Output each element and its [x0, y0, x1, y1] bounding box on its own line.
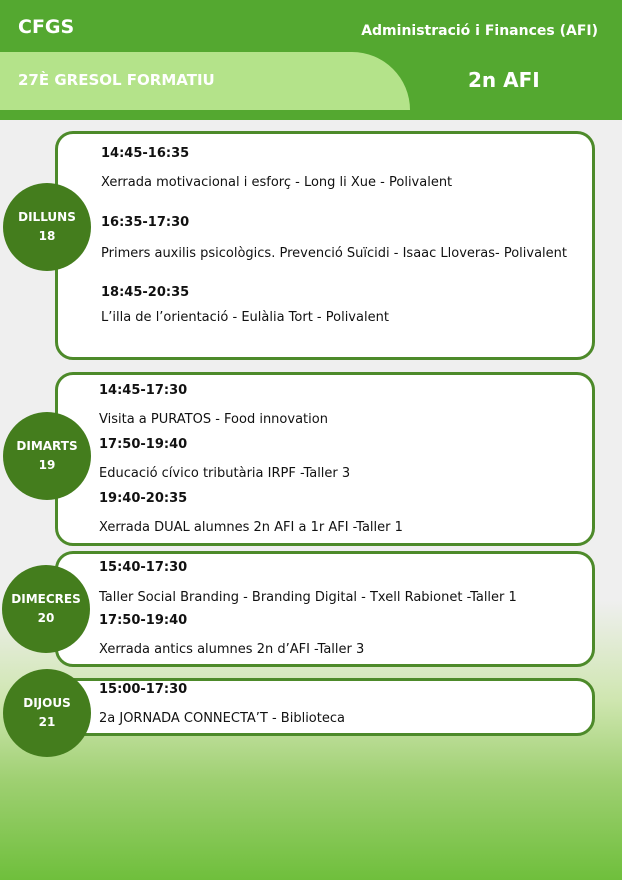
event-description: Taller Social Branding - Branding Digital - Txell Rabionet -Taller 1	[99, 590, 517, 605]
day-name: DIMARTS	[16, 439, 78, 453]
day-number: 20	[37, 611, 55, 625]
event-description: Primers auxilis psicològics. Prevenció Suïcidi - Isaac Lloveras- Polivalent	[101, 246, 567, 261]
event-description: Educació cívico tributària IRPF -Taller 3	[99, 466, 351, 481]
event-description: 2a JORNADA CONNECTA’T - Biblioteca	[99, 711, 345, 726]
day-number: 18	[38, 229, 56, 243]
event-description: L’illa de l’orientació - Eulàlia Tort - Polivalent	[101, 310, 389, 325]
event-description: Xerrada DUAL alumnes 2n AFI a 1r AFI -Taller 1	[99, 520, 403, 535]
program-title: Administració i Finances (AFI)	[361, 23, 598, 39]
day-badge-wednesday	[2, 565, 90, 653]
day-name: DIMECRES	[11, 592, 81, 606]
event-description: Xerrada antics alumnes 2n d’AFI -Taller 3	[99, 642, 365, 657]
event-description: Xerrada motivacional i esforç - Long li Xue - Polivalent	[101, 175, 453, 190]
day-badge-thursday	[3, 669, 91, 757]
group-label: 2n AFI	[468, 68, 540, 92]
day-badge-tuesday	[3, 412, 91, 500]
day-badge-monday	[3, 183, 91, 271]
event-time: 17:50-19:40	[99, 613, 188, 628]
event-description: Visita a PURATOS - Food innovation	[99, 412, 328, 427]
day-name: DILLUNS	[18, 210, 76, 224]
day-name: DIJOUS	[23, 696, 71, 710]
event-time: 15:00-17:30	[99, 682, 188, 697]
event-time: 19:40-20:35	[99, 491, 188, 506]
gresol-title: 27È GRESOL FORMATIU	[18, 71, 215, 89]
event-time: 17:50-19:40	[99, 437, 188, 452]
day-number: 19	[38, 458, 56, 472]
event-time: 14:45-16:35	[101, 146, 190, 161]
header	[0, 0, 622, 120]
event-time: 18:45-20:35	[101, 285, 190, 300]
event-time: 14:45-17:30	[99, 383, 188, 398]
day-number: 21	[38, 715, 56, 729]
event-time: 15:40-17:30	[99, 560, 188, 575]
cfgs-label: CFGS	[18, 16, 75, 38]
event-time: 16:35-17:30	[101, 215, 190, 230]
